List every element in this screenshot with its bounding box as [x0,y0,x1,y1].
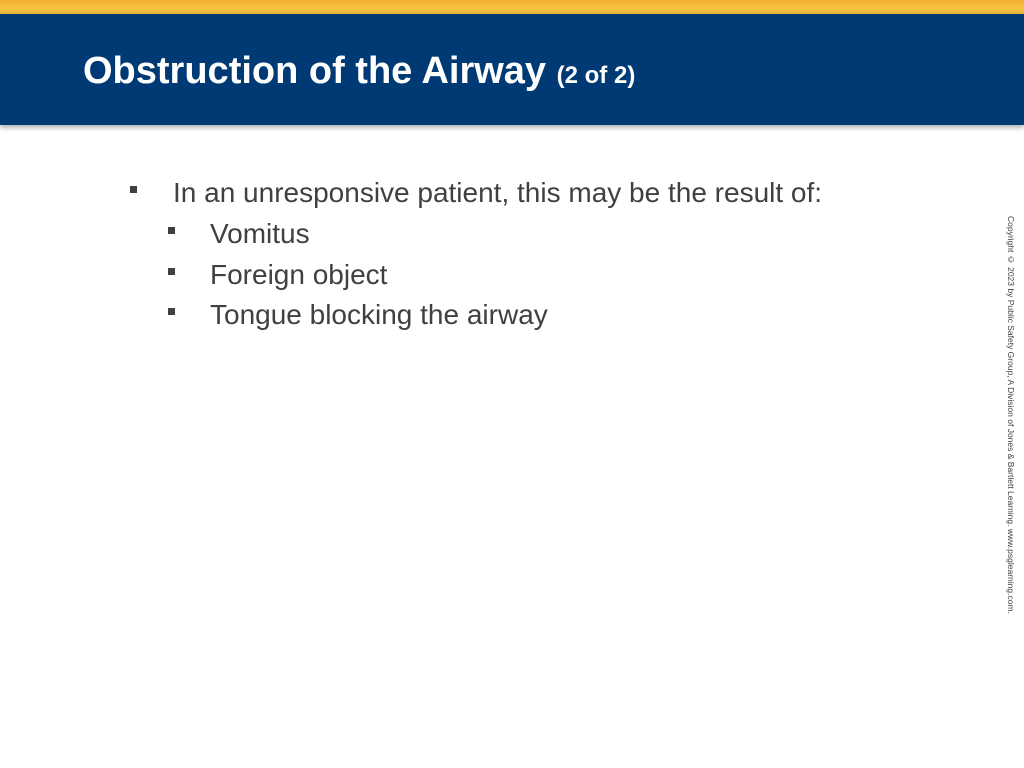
sub-bullet-text: Tongue blocking the airway [210,299,548,330]
sub-bullet-item [168,258,387,292]
copyright-notice: Copyright © 2023 by Public Safety Group, A Division of Jones & Bartlett Learning. www.psglearning.com. [1006,216,1016,614]
square-bullet-icon [168,227,175,234]
slide-title-text: Obstruction of the Airway [83,50,547,92]
square-bullet-icon [168,308,175,315]
sub-bullet-item [168,217,310,251]
sub-bullet-item [168,298,548,332]
sub-bullet-text: Vomitus [210,218,310,249]
slide-title [83,50,635,97]
square-bullet-icon [130,186,137,193]
square-bullet-icon [168,268,175,275]
slide-title-suffix: (2 of 2) [556,62,636,89]
sub-bullet-text: Foreign object [210,259,388,290]
top-accent-stripe [0,0,1024,14]
bullet-item-main [130,176,822,210]
bullet-text: In an unresponsive patient, this may be the result of: [173,177,823,208]
